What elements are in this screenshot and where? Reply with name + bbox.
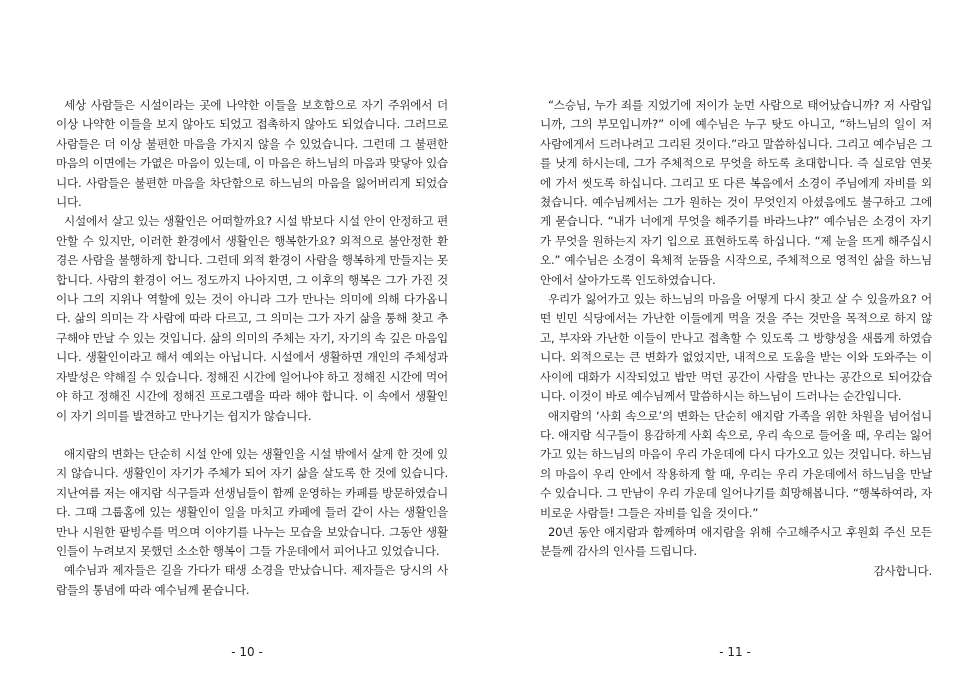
paragraph: 애지람의 변화는 단순히 시설 안에 있는 생활인을 시설 밖에서 살게 한 것에 있지 않습니다. 생활인이 자기가 주체가 되어 자기 삶을 살도록 한 것에 있습니다. 지난여름 저는 애지람 식구들과 선생님들이 함께 운영하는 카페를 방문하였습니다. 그때 그룹홈에 있는 생활인이 일을 마치고 카페에 들러 같이 사는 생활인을 만나 시원한 팥빙수를 먹으며 이야기를 나누는 모습을 보았습니다. 그동안 생활인들이 누려보지 못했던 소소한 행복이 그들 가운데에서 피어나고 있었습니다.: [56, 446, 449, 558]
paragraph: 예수님과 제자들은 길을 가다가 태생 소경을 만났습니다. 제자들은 당시의 사람들의 통념에 따라 예수님께 묻습니다.: [56, 563, 448, 597]
paragraph: 우리가 잃어가고 있는 하느님의 마음을 어떻게 다시 찾고 살 수 있을까요? 어떤 빈민 식당에서는 가난한 이들에게 먹을 것을 주는 것만을 목적으로 하지 않고, 부자와 가난한 이들이 만나고 접촉할 수 있도록 그 방향성을 새롭게 하였습니다. 외적으로는 큰 변화가 없었지만, 내적으로 도움을 받는 이와 도와주는 이 사이에 대화가 시작되었고 밥만 먹던 공간이 사람을 만나는 공간으로 되어갔습니다. 이것이 바로 예수님께서 말씀하시는 하느님이 드러나는 순간입니다.: [540, 292, 932, 404]
paragraph: 애지람의 ‘사회 속으로’의 변화는 단순히 애지람 가족을 위한 차원을 넘어섭니다. 애지람 식구들이 용감하게 사회 속으로, 우리 속으로 들어올 때, 우리는 잃어가고 있는 하느님의 마음이 우리 가운데에 다시 다가오고 있는 것입니다. 하느님의 마음이 우리 안에서 작용하게 할 때, 우리는 우리 가운데에서 하느님을 만날 수 있습니다. 그 만남이 우리 가운데 일어나기를 희망해봅니다. “행복하여라, 자비로운 사람들! 그들은 자비를 입을 것이다.”: [540, 408, 932, 520]
left-page-number: - 10 -: [231, 645, 263, 659]
paragraph: 20년 동안 애지람과 함께하며 애지람을 위해 수고해주시고 후원회 주신 모든 분들께 감사의 인사를 드립니다.: [540, 524, 932, 559]
right-page-body: [540, 96, 932, 581]
paragraph: 시설에서 살고 있는 생활인은 어떠할까요? 시설 밖보다 시설 안이 안정하고 편안할 수 있지만, 이러한 환경에서 생활인은 행복한가요? 외적으로 불안정한 환경은 사람을 불행하게 합니다. 그런데 외적 환경이 사람을 행복하게 만들지는 못합니다. 사람의 환경이 어느 정도까지 나아지면, 그 이후의 행복은 그가 가진 것이나 그의 지위나 역할에 있는 것이 아니라 그가 만나는 의미에 의해 다가옵니다. 삶의 의미는 각 사람에 따라 다르고, 그 의미는 그가 자기 삶을 통해 찾고 추구해야 만날 수 있는 것입니다. 삶의 의미의 주체는 자기, 자기의 속 깊은 마음입니다. 생활인이라고 해서 예외는 아닙니다. 시설에서 생활하면 개인의 주체성과 자발성은 약해질 수 있습니다. 정해진 시간에 일어나야 하고 정해진 시간에 먹어야 하고 정해진 시간에 정해진 프로그램을 따라 해야 합니다. 이 속에서 생활인이 자기 의미를 발견하고 만나기는 쉽지가 않습니다.: [56, 214, 448, 423]
closing-text: 감사합니다.: [873, 563, 932, 578]
paragraph: 세상 사람들은 시설이라는 곳에 나약한 이들을 보호함으로 자기 주위에서 더 이상 나약한 이들을 보지 않아도 되었고 접촉하지 않아도 되었습니다. 그러므로 사람들은 더 이상 불편한 마음을 가지지 않을 수 있었습니다. 그런데 그 불편한 마음의 이면에는 가엾은 마음이 있는데, 이 마음은 하느님의 마음과 맞닿아 있습니다. 사람들은 불편한 마음을 차단함으로 하느님의 마음을 잃어버리게 되었습니다.: [56, 98, 448, 210]
left-page-body: [56, 96, 448, 600]
right-page-number: - 11 -: [719, 645, 751, 659]
paragraph: “스승님, 누가 죄를 지었기에 저이가 눈먼 사람으로 태어났습니까? 저 사람입니까, 그의 부모입니까?” 이에 예수님은 누구 탓도 아니고, “하느님의 일이 저 사람에게서 드러나려고 그리된 것이다.”라고 말씀하십니다. 그리고 예수님은 그를 낫게 하시는데, 그가 주체적으로 무엇을 하도록 초대합니다. 즉 실로암 연못에 가서 씻도록 하십니다. 그리고 또 다른 복음에서 소경이 주님에게 자비를 외쳤습니다. 예수님께서는 그가 원하는 것이 무엇인지 아셨음에도 불구하고 그에게 묻습니다. “내가 너에게 무엇을 해주기를 바라느냐?” 예수님은 소경이 자기가 무엇을 원하는지 자기 입으로 표현하도록 하십니다. “제 눈을 뜨게 해주십시오.” 예수님은 소경이 육체적 눈뜸을 시작으로, 주체적으로 영적인 삶을 하느님 안에서 살아가도록 인도하였습니다.: [540, 98, 932, 287]
